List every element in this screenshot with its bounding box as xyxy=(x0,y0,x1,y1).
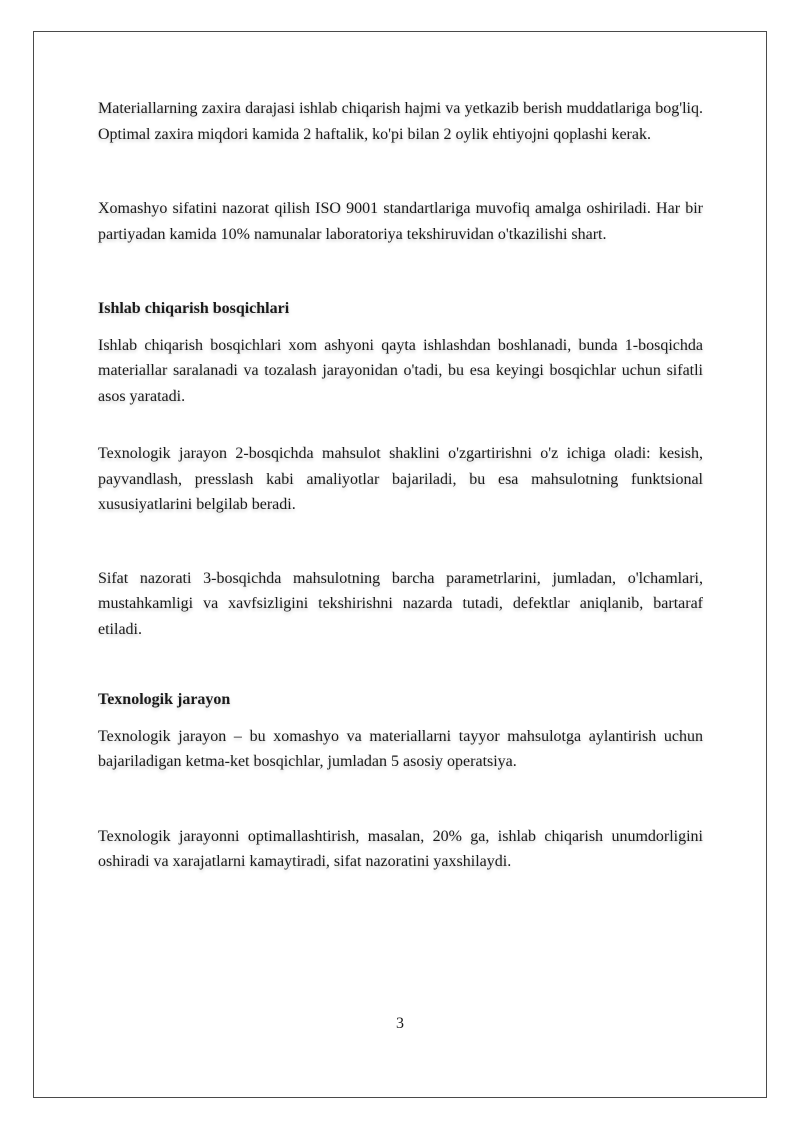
document-page xyxy=(33,31,767,1098)
paragraph-process-definition: Texnologik jarayon – bu xomashyo va materiallarni tayyor mahsulotga aylantirish uchun bajariladigan ketma-ket bosqichlar, jumladan 5 asosiy operatsiya. xyxy=(98,727,703,770)
page-number: 3 xyxy=(396,1015,404,1032)
paragraph-stage-3: Sifat nazorati 3-bosqichda mahsulotning barcha parametrlarini, jumladan, o'lchamlari, mustahkamligi va xavfsizligini tekshirishni nazarda tutadi, defektlar aniqlanib, bartaraf etiladi. xyxy=(98,569,703,638)
paragraph-stage-1: Ishlab chiqarish bosqichlari xom ashyoni qayta ishlashdan boshlanadi, bunda 1-bosqichda materiallar saralanadi va tozalash jarayonidan o'tadi, bu esa keyingi bosqichlar uchun sifatli asos yaratadi. xyxy=(98,336,703,405)
heading-technological-process: Texnologik jarayon xyxy=(98,691,231,708)
heading-production-stages: Ishlab chiqarish bosqichlari xyxy=(98,300,290,317)
page-content xyxy=(98,96,703,875)
paragraph-process-optimization: Texnologik jarayonni optimallashtirish, masalan, 20% ga, ishlab chiqarish unumdorligini oshiradi va xarajatlarni kamaytiradi, sifat nazoratini yaxshilaydi. xyxy=(98,827,703,870)
paragraph-quality-control-iso: Xomashyo sifatini nazorat qilish ISO 9001 standartlariga muvofiq amalga oshiriladi. Har bir partiyadan kamida 10% namunalar laboratoriya tekshiruvidan o'tkazilishi shart. xyxy=(98,200,703,243)
paragraph-material-reserves: Materiallarning zaxira darajasi ishlab chiqarish hajmi va yetkazib berish muddatlariga bog'liq. Optimal zaxira miqdori kamida 2 haftalik, ko'pi bilan 2 oylik ehtiyojni qoplashi kerak. xyxy=(98,100,703,143)
paragraph-stage-2: Texnologik jarayon 2-bosqichda mahsulot shaklini o'zgartirishni o'z ichiga oladi: kesish, payvandlash, presslash kabi amaliyotlar bajariladi, bu esa mahsulotning funktsional xususiyatlarini belgilab beradi. xyxy=(98,445,703,513)
